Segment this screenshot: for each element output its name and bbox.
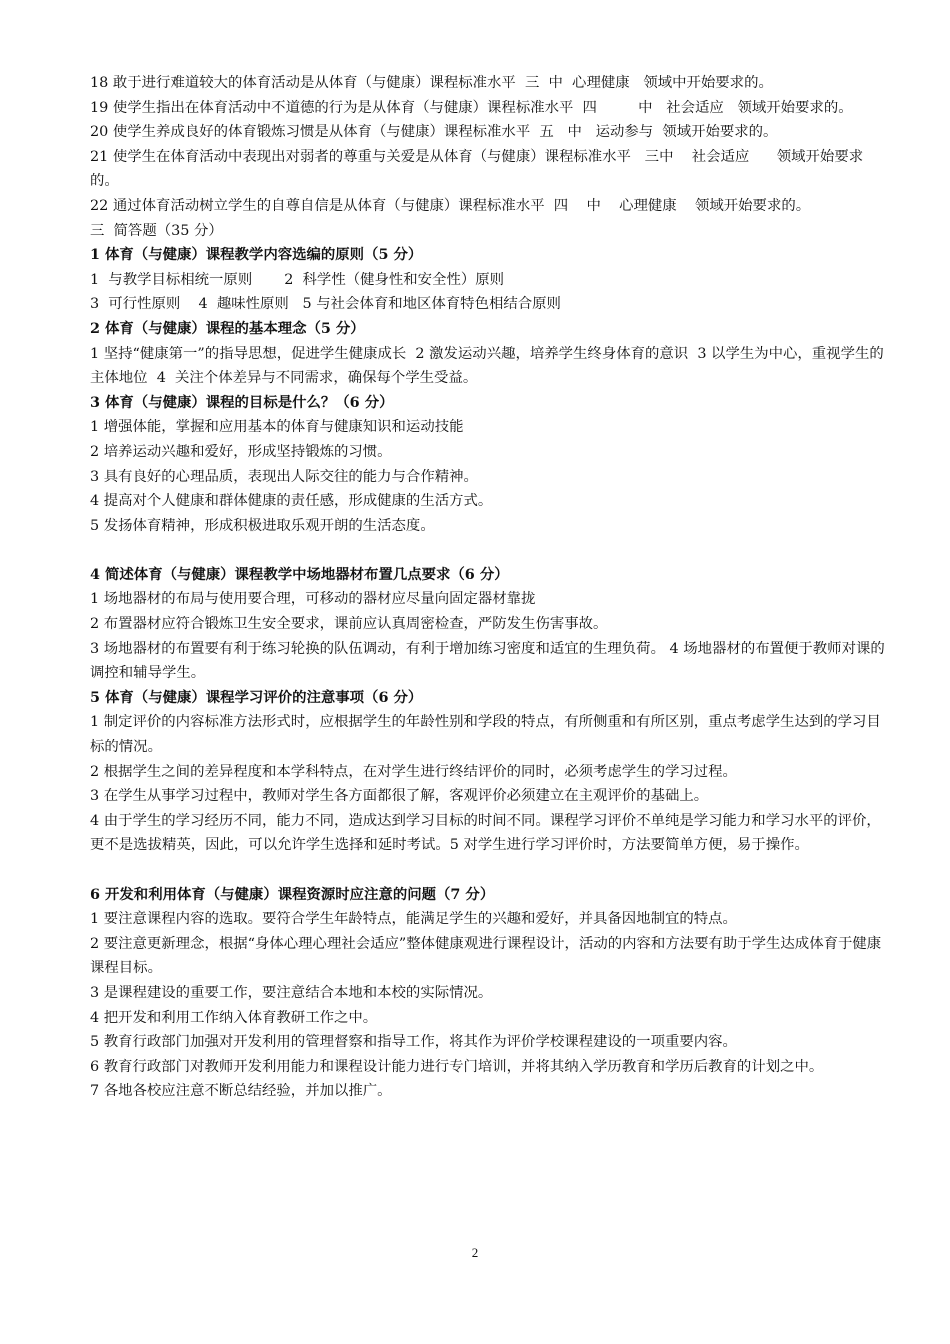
paragraph: 4 由于学生的学习经历不同，能力不同，造成达到学习目标的时间不同。课程学习评价不单纯是学习能力和学习水平的评价，更不是选拔精英，因此，可以允许学生选择和延时考试。5 对学生进行学习评价时，方法要简单方便，易于操作。 (90, 812, 881, 854)
paragraph: 5 发扬体育精神，形成积极进取乐观开朗的生活态度。 (90, 517, 435, 534)
paragraph: 21 使学生在体育活动中表现出对弱者的尊重与关爱是从体育（与健康）课程标准水平 三中 社会适应 领域开始要求的。 (90, 148, 864, 190)
paragraph: 7 各地各校应注意不断总结经验，并加以推广。 (90, 1083, 392, 1100)
paragraph: 1 要注意课程内容的选取。要符合学生年龄特点，能满足学生的兴趣和爱好，并具备因地制宜的特点。 (90, 911, 737, 928)
paragraph: 3 是课程建设的重要工作，要注意结合本地和本校的实际情况。 (90, 984, 493, 1001)
paragraph: 4 提高对个人健康和群体健康的责任感，形成健康的生活方式。 (90, 493, 493, 510)
section-heading: 6 开发和利用体育（与健康）课程资源时应注意的问题（7 分） (90, 885, 495, 903)
paragraph: 3 可行性原则 4 趣味性原则 5 与社会体育和地区体育特色相结合原则 (90, 296, 561, 313)
paragraph: 2 根据学生之间的差异程度和本学科特点，在对学生进行终结评价的同时，必须考虑学生的学习过程。 (90, 763, 737, 780)
paragraph: 1 增强体能，掌握和应用基本的体育与健康知识和运动技能 (90, 419, 464, 436)
paragraph: 2 培养运动兴趣和爱好，形成坚持锻炼的习惯。 (90, 443, 392, 460)
paragraph: 19 使学生指出在体育活动中不道德的行为是从体育（与健康）课程标准水平 四 中 社会适应 领域开始要求的。 (90, 99, 853, 116)
paragraph: 3 在学生从事学习过程中，教师对学生各方面都很了解，客观评价必须建立在主观评价的基础上。 (90, 788, 709, 805)
section-heading: 2 体育（与健康）课程的基本理念（5 分） (90, 319, 365, 337)
section-heading: 5 体育（与健康）课程学习评价的注意事项（6 分） (90, 688, 423, 706)
paragraph: 1 制定评价的内容标准方法形式时，应根据学生的年龄性别和学段的特点，有所侧重和有所区别，重点考虑学生达到的学习目标的情况。 (90, 714, 881, 756)
paragraph: 3 场地器材的布置要有利于练习轮换的队伍调动，有利于增加练习密度和适宜的生理负荷。 4 场地器材的布置便于教师对课的调控和辅导学生。 (90, 640, 885, 682)
paragraph: 22 通过体育活动树立学生的自尊自信是从体育（与健康）课程标准水平 四 中 心理健康 领域开始要求的。 (90, 197, 811, 214)
section-heading: 4 简述体育（与健康）课程教学中场地器材布置几点要求（6 分） (90, 565, 509, 583)
paragraph: 2 要注意更新理念，根据“身体心理心理社会适应”整体健康观进行课程设计，活动的内容和方法要有助于学生达成体育于健康课程目标。 (90, 935, 882, 977)
paragraph: 三 简答题（35 分） (90, 222, 223, 239)
section-heading: 3 体育（与健康）课程的目标是什么？（6 分） (90, 393, 394, 411)
paragraph: 1 与教学目标相统一原则 2 科学性（健身性和安全性）原则 (90, 271, 505, 288)
paragraph: 18 敢于进行难道较大的体育活动是从体育（与健康）课程标准水平 三 中 心理健康 领域中开始要求的。 (90, 75, 773, 91)
page-number: 2 (471, 1245, 479, 1260)
paragraph: 1 场地器材的布局与使用要合理，可移动的器材应尽量向固定器材靠拢 (90, 591, 536, 608)
blank-line (90, 538, 885, 563)
paragraph: 6 教育行政部门对教师开发利用能力和课程设计能力进行专门培训，并将其纳入学历教育和学历后教育的计划之中。 (90, 1058, 824, 1075)
document-body (90, 71, 885, 1104)
paragraph: 1 坚持“健康第一”的指导思想，促进学生健康成长 2 激发运动兴趣，培养学生终身体育的意识 3 以学生为中心，重视学生的主体地位 4 关注个体差异与不同需求，确保每个学生受益。 (90, 345, 884, 387)
section-heading: 1 体育（与健康）课程教学内容选编的原则（5 分） (90, 246, 423, 264)
paragraph: 4 把开发和利用工作纳入体育教研工作之中。 (90, 1009, 378, 1026)
paragraph: 2 布置器材应符合锻炼卫生安全要求，课前应认真周密检查，严防发生伤害事故。 (90, 616, 608, 633)
paragraph: 3 具有良好的心理品质，表现出人际交往的能力与合作精神。 (90, 468, 478, 485)
paragraph: 20 使学生养成良好的体育锻炼习惯是从体育（与健康）课程标准水平 五 中 运动参与 领域开始要求的。 (90, 124, 778, 141)
blank-line (90, 858, 885, 883)
paragraph: 5 教育行政部门加强对开发利用的管理督察和指导工作，将其作为评价学校课程建设的一项重要内容。 (90, 1034, 737, 1051)
